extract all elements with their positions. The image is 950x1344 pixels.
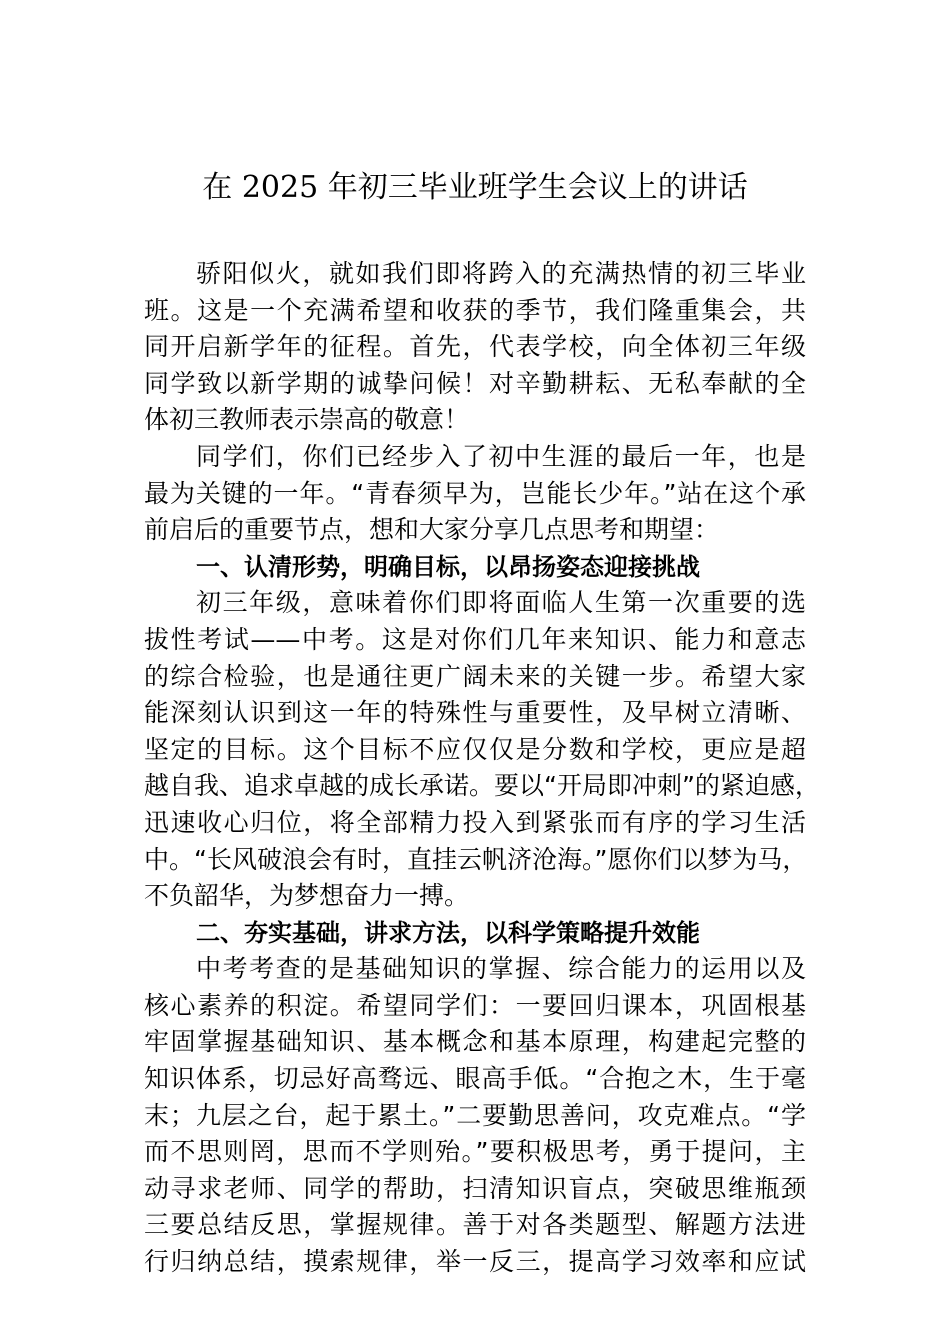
paragraph-line: 拔性考试——中考。这是对你们几年来知识、能力和意志 — [144, 624, 806, 654]
paragraph-line: 而不思则罔，思而不学则殆。”要积极思考，勇于提问，主 — [144, 1137, 806, 1167]
section-heading: 二、夯实基础，讲求方法，以科学策略提升效能 — [196, 918, 700, 947]
paragraph-line: 骄阳似火，就如我们即将跨入的充满热情的初三毕业 — [196, 259, 806, 288]
paragraph-line: 前启后的重要节点，想和大家分享几点思考和期望： — [144, 515, 720, 545]
paragraph-line: 行归纳总结，摸索规律，举一反三，提高学习效率和应试 — [144, 1247, 806, 1277]
paragraph-line: 越自我、追求卓越的成长承诺。要以“开局即冲刺”的紧迫感， — [144, 771, 820, 801]
paragraph-line: 核心素养的积淀。希望同学们：一要回归课本，巩固根基 — [144, 990, 806, 1020]
document-body — [144, 256, 820, 1281]
paragraph-line: 最为关键的一年。“青春须早为，岂能长少年。”站在这个承 — [144, 478, 806, 508]
paragraph-line: 同学们，你们已经步入了初中生涯的最后一年，也是 — [196, 441, 806, 471]
paragraph-line: 牢固掌握基础知识、基本概念和基本原理，构建起完整的 — [144, 1027, 806, 1057]
paragraph-line: 动寻求老师、同学的帮助，扫清知识盲点，突破思维瓶颈 — [144, 1173, 806, 1203]
paragraph-line: 班。这是一个充满希望和收获的季节，我们隆重集会，共 — [144, 295, 806, 325]
paragraph-line: 同学致以新学期的诚挚问候！对辛勤耕耘、无私奉献的全 — [144, 368, 806, 398]
paragraph-line: 迅速收心归位，将全部精力投入到紧张而有序的学习生活 — [144, 807, 806, 837]
paragraph-line: 三要总结反思，掌握规律。善于对各类题型、解题方法进 — [144, 1210, 806, 1240]
paragraph-line: 不负韶华，为梦想奋力一搏。 — [144, 881, 470, 911]
paragraph-line: 体初三教师表示崇高的敬意！ — [144, 405, 470, 435]
paragraph-line: 中考考查的是基础知识的掌握、综合能力的运用以及 — [196, 954, 806, 984]
paragraph-line: 中。“长风破浪会有时，直挂云帆济沧海。”愿你们以梦为马， — [144, 844, 808, 874]
paragraph-line: 能深刻认识到这一年的特殊性与重要性，及早树立清晰、 — [144, 698, 806, 728]
paragraph-line: 初三年级，意味着你们即将面临人生第一次重要的选 — [196, 588, 806, 618]
document-title: 在 2025 年初三毕业班学生会议上的讲话 — [202, 170, 748, 205]
paragraph-line: 知识体系，切忌好高骛远、眼高手低。“合抱之木，生于毫 — [144, 1064, 806, 1094]
paragraph-line: 的综合检验，也是通往更广阔未来的关键一步。希望大家 — [144, 661, 806, 691]
paragraph-line: 坚定的目标。这个目标不应仅仅是分数和学校，更应是超 — [144, 734, 806, 764]
paragraph-line: 末；九层之台，起于累土。”二要勤思善问，攻克难点。“学 — [144, 1100, 806, 1130]
section-heading: 一、认清形势，明确目标，以昂扬姿态迎接挑战 — [196, 552, 700, 581]
paragraph-line: 同开启新学年的征程。首先，代表学校，向全体初三年级 — [144, 332, 806, 362]
